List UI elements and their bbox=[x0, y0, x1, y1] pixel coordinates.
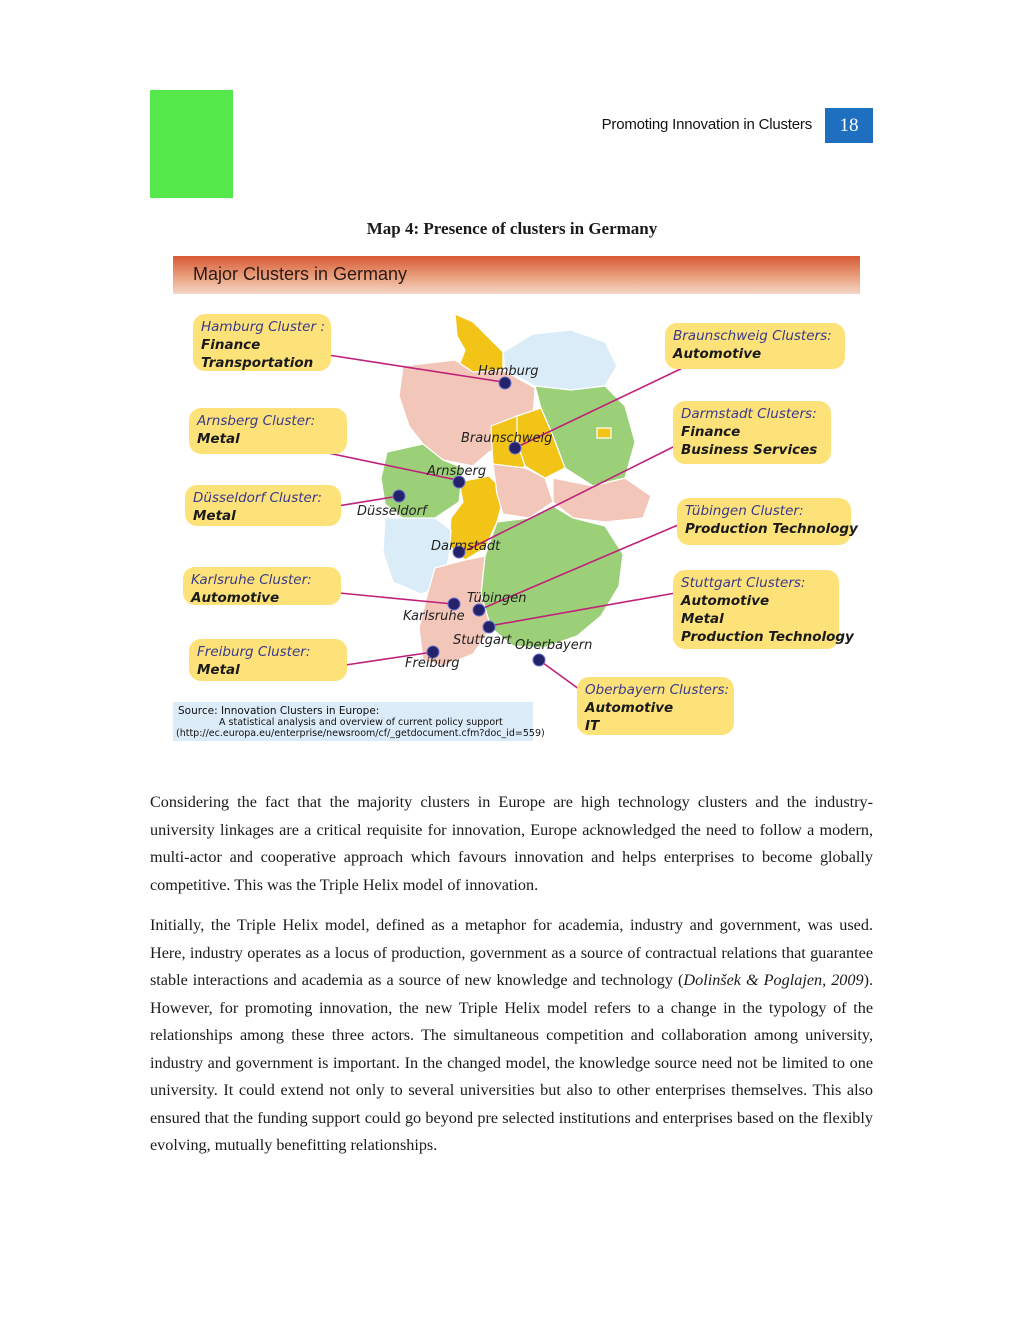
callout-line: Metal bbox=[197, 431, 240, 447]
running-title: Promoting Innovation in Clusters bbox=[601, 116, 812, 133]
paragraph-text-part: ). However, for promoting innovation, the new Triple Helix model refers to a change in the typology of the relationships among these three actors. The simultaneous competition and collaboration among university, industry and government is important. In the changed model, the knowledge source need not be limited to one university. It could extend not only to several universities but also to other enterprises themselves. This also ensured that the funding support could go beyond pre selected institutions and enterprises based on the flexibly evolving, mutually benefitting relationships. bbox=[150, 971, 874, 1154]
page-number: 18 bbox=[825, 108, 873, 143]
callout-line: Metal bbox=[193, 508, 236, 524]
callout-line: Finance bbox=[681, 424, 741, 440]
city-label-oberbayern: Oberbayern bbox=[515, 638, 593, 653]
city-label-stuttgart: Stuttgart bbox=[453, 633, 512, 648]
callout-line: Metal bbox=[197, 662, 240, 678]
state-berlin bbox=[597, 428, 611, 438]
city-label-arnsberg: Arnsberg bbox=[427, 464, 487, 479]
callout-line: Production Technology bbox=[681, 629, 854, 645]
source-line-2: A statistical analysis and overview of current policy support bbox=[219, 717, 503, 728]
figure-source-box bbox=[173, 702, 545, 741]
source-line-1: Source: Innovation Clusters in Europe: bbox=[178, 705, 380, 717]
callout-karlsruhe bbox=[183, 567, 341, 605]
callout-freiburg bbox=[189, 639, 347, 681]
callout-title: Braunschweig Clusters: bbox=[673, 328, 832, 344]
city-label-dusseldorf: Düsseldorf bbox=[357, 504, 427, 519]
callout-line: Automotive bbox=[681, 593, 770, 609]
callout-title: Düsseldorf Cluster: bbox=[193, 490, 322, 506]
figure-banner-title: Major Clusters in Germany bbox=[193, 264, 408, 284]
callout-stuttgart bbox=[673, 570, 854, 649]
callout-title: Freiburg Cluster: bbox=[197, 644, 311, 660]
dot-stuttgart bbox=[483, 621, 495, 633]
callout-title: Karlsruhe Cluster: bbox=[191, 572, 312, 588]
callout-title: Hamburg Cluster : bbox=[201, 319, 325, 335]
dot-dusseldorf bbox=[393, 490, 405, 502]
green-corner-block bbox=[150, 90, 233, 198]
callout-line: Automotive bbox=[585, 700, 674, 716]
city-label-hamburg: Hamburg bbox=[478, 364, 539, 379]
callout-line: Finance bbox=[201, 337, 261, 353]
callout-braunschweig bbox=[665, 323, 845, 369]
callout-hamburg bbox=[193, 314, 331, 371]
callout-title: Arnsberg Cluster: bbox=[197, 413, 316, 429]
paragraph-text-part: Initially, the Triple Helix model, defined as a metaphor for academia, industry and government, was used. Here, industry operates as a locus of production, government as a source of contractual relations that guarantee stable interactions and academia as a source of new knowledge and technology ( bbox=[150, 916, 873, 989]
paragraph-text bbox=[150, 912, 873, 1160]
callout-title: Stuttgart Clusters: bbox=[681, 575, 806, 591]
callout-darmstadt bbox=[673, 401, 831, 464]
callout-title: Tübingen Cluster: bbox=[685, 503, 804, 519]
callout-oberbayern bbox=[577, 677, 734, 735]
callout-line: Business Services bbox=[681, 442, 818, 458]
callout-line: Automotive bbox=[191, 590, 280, 606]
callout-title: Darmstadt Clusters: bbox=[681, 406, 817, 422]
callout-title: Oberbayern Clusters: bbox=[585, 682, 730, 698]
callout-arnsberg bbox=[189, 408, 347, 454]
citation: Dolinšek & Poglajen, 2009 bbox=[683, 971, 864, 989]
callout-line: Automotive bbox=[673, 346, 762, 362]
dot-oberbayern bbox=[533, 654, 545, 666]
callout-line: Metal bbox=[681, 611, 724, 627]
source-line-3: (http://ec.europa.eu/enterprise/newsroom/cf/_getdocument.cfm?doc_id=559) bbox=[176, 728, 545, 739]
city-label-karlsruhe: Karlsruhe bbox=[403, 609, 465, 624]
body-paragraph-1 bbox=[150, 789, 873, 899]
callout-line: Transportation bbox=[201, 355, 314, 371]
city-label-tubingen: Tübingen bbox=[467, 591, 527, 606]
callout-line: Production Technology bbox=[685, 521, 858, 537]
callout-dusseldorf bbox=[185, 485, 341, 526]
city-label-braunschweig: Braunschweig bbox=[461, 431, 553, 446]
city-label-darmstadt: Darmstadt bbox=[431, 539, 501, 554]
state-bavaria bbox=[481, 506, 623, 648]
city-label-freiburg: Freiburg bbox=[405, 656, 460, 671]
cluster-map-figure bbox=[173, 256, 861, 746]
figure-caption: Map 4: Presence of clusters in Germany bbox=[366, 219, 658, 238]
body-paragraph-2 bbox=[150, 912, 873, 1160]
paragraph-text: Considering the fact that the majority clusters in Europe are high technology clusters and the industry-university linkages are a critical requisite for innovation, Europe acknowledged the need to follow a modern, multi-actor and cooperative approach which favours innovation and helps enterprises to become globally competitive. This was the Triple Helix model of innovation. bbox=[150, 793, 873, 894]
callout-line: IT bbox=[585, 718, 600, 734]
callout-tubingen bbox=[677, 498, 858, 545]
